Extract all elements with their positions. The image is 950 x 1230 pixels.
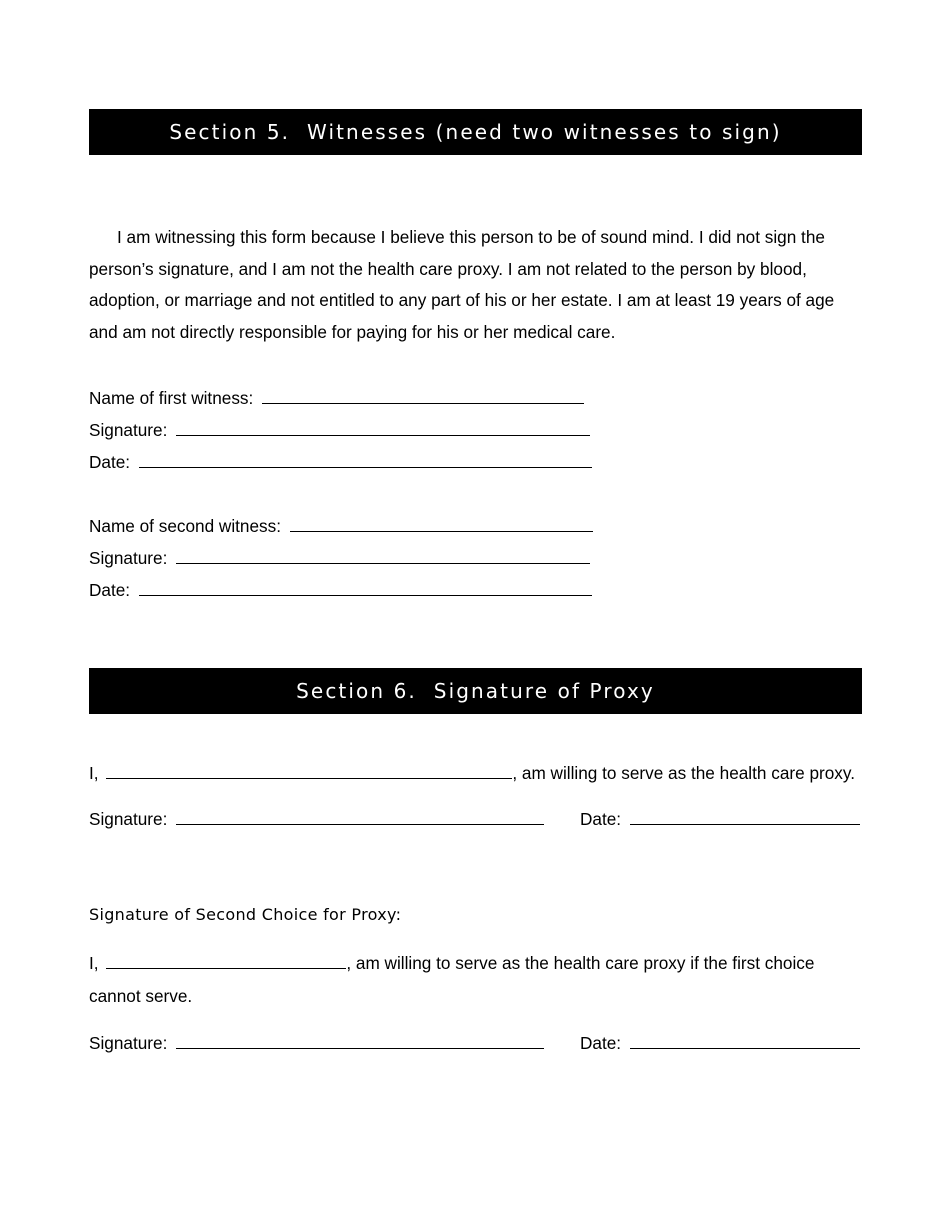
proxy-acceptance-row bbox=[89, 762, 855, 784]
proxy-name-field[interactable] bbox=[106, 763, 512, 779]
proxy-acceptance-suffix: , am willing to serve as the health care proxy. bbox=[512, 763, 855, 783]
second-proxy-acceptance-suffix: , am willing to serve as the health care proxy if the first choice cannot serve. bbox=[89, 953, 815, 1006]
first-witness-signature-field[interactable] bbox=[176, 420, 590, 436]
first-witness-date-field[interactable] bbox=[139, 452, 592, 468]
second-witness-signature-field[interactable] bbox=[176, 548, 590, 564]
first-witness-signature-label: Signature: bbox=[89, 420, 168, 440]
first-witness-name-row bbox=[89, 387, 584, 409]
second-proxy-acceptance-row bbox=[89, 947, 859, 1013]
second-proxy-acceptance-prefix: I, bbox=[89, 953, 99, 973]
proxy-date-label: Date: bbox=[580, 809, 622, 829]
second-witness-signature-label: Signature: bbox=[89, 548, 168, 568]
second-witness-date-label: Date: bbox=[89, 580, 131, 600]
second-proxy-signature-field[interactable] bbox=[176, 1033, 544, 1049]
second-witness-name-field[interactable] bbox=[290, 516, 593, 532]
second-witness-date-row bbox=[89, 579, 592, 601]
section-5-header bbox=[89, 109, 862, 155]
second-proxy-date-field[interactable] bbox=[630, 1033, 860, 1049]
first-witness-date-row bbox=[89, 451, 592, 473]
proxy-acceptance-prefix: I, bbox=[89, 763, 99, 783]
section-5-title: Section 5. Witnesses (need two witnesses to sign) bbox=[169, 120, 782, 144]
second-proxy-date-label: Date: bbox=[580, 1033, 622, 1053]
second-witness-name-label: Name of second witness: bbox=[89, 516, 282, 536]
second-proxy-name-field[interactable] bbox=[106, 953, 346, 969]
section-6-title: Section 6. Signature of Proxy bbox=[296, 679, 655, 703]
proxy-signature-label: Signature: bbox=[89, 809, 168, 829]
second-witness-name-row bbox=[89, 515, 593, 537]
first-witness-name-field[interactable] bbox=[262, 388, 584, 404]
second-witness-date-field[interactable] bbox=[139, 580, 592, 596]
second-proxy-date-row bbox=[580, 1032, 860, 1054]
first-witness-date-label: Date: bbox=[89, 452, 131, 472]
witness-statement: I am witnessing this form because I believe this person to be of sound mind. I did not sign the person’s signature, and I am not the health care proxy. I am not related to the person by blood, adoption, or marriage and not entitled to any part of his or her estate. I am at least 19 years of age and am not directly responsible for paying for his or her medical care. bbox=[89, 227, 835, 342]
first-witness-name-label: Name of first witness: bbox=[89, 388, 254, 408]
second-witness-signature-row bbox=[89, 547, 590, 569]
proxy-signature-row bbox=[89, 808, 544, 830]
proxy-date-row bbox=[580, 808, 860, 830]
second-proxy-signature-label: Signature: bbox=[89, 1033, 168, 1053]
second-proxy-signature-row bbox=[89, 1032, 544, 1054]
second-choice-heading: Signature of Second Choice for Proxy: bbox=[89, 905, 402, 924]
section-6-header bbox=[89, 668, 862, 714]
proxy-signature-field[interactable] bbox=[176, 809, 544, 825]
first-witness-signature-row bbox=[89, 419, 590, 441]
proxy-date-field[interactable] bbox=[630, 809, 860, 825]
